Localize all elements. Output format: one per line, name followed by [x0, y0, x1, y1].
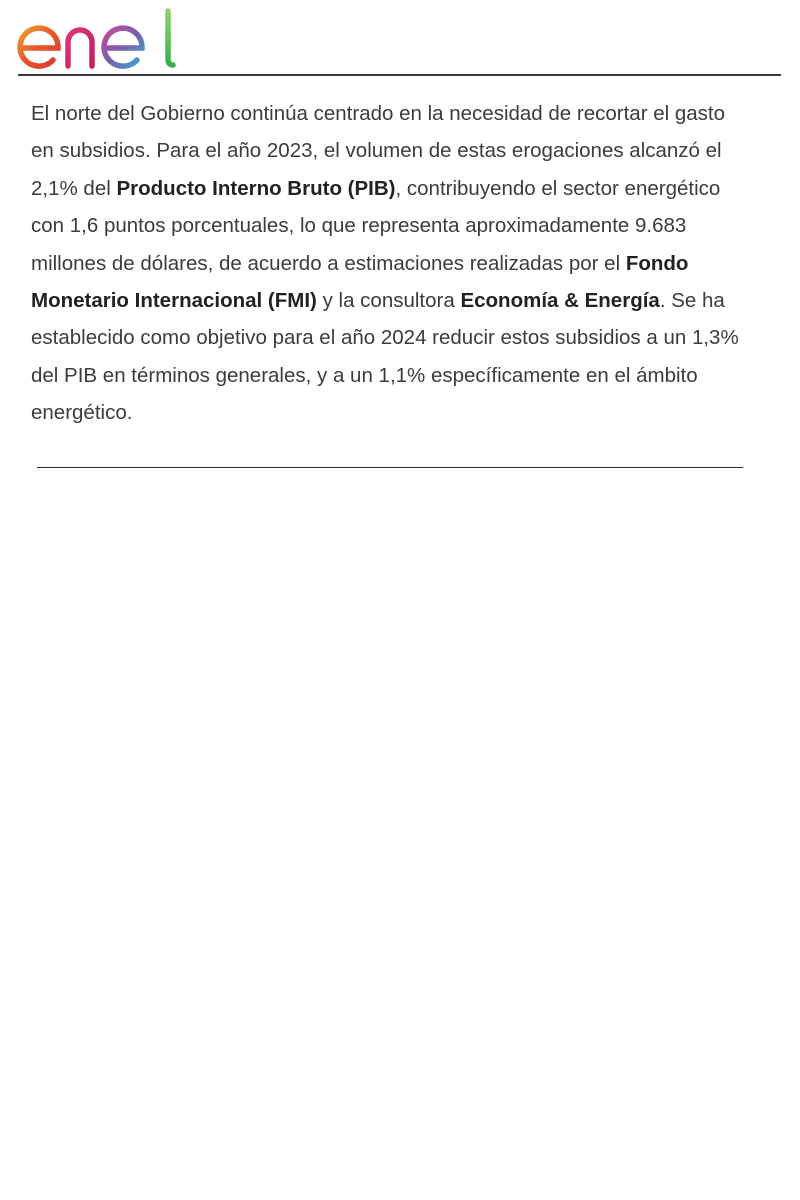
paragraph-text-4: . Se ha establecido como objetivo para el año 2024 reducir estos subsidios a un 1,3% del PIB en términos generales, y a un 1,1% específicamente en el ámbito energético. [31, 289, 739, 425]
bold-term-fmi: Fondo Monetario Internacional (FMI) [31, 251, 689, 313]
header-divider [18, 74, 781, 76]
paragraph-text-1: El norte del Gobierno continúa centrado en la necesidad de recortar el gasto en subsidios. Para el año 2023, el volumen de estas erogaciones alcanzó el 2,1% del [31, 102, 726, 200]
enel-logo[interactable] [16, 8, 180, 70]
section-divider [37, 467, 743, 468]
bold-term-pib: Producto Interno Bruto (PIB) [116, 176, 396, 200]
bold-term-consultora: Economía & Energía [460, 289, 660, 313]
article-body [31, 95, 747, 432]
page-header [0, 0, 800, 76]
article-paragraph [31, 95, 747, 432]
paragraph-text-3: y la consultora [316, 289, 461, 313]
paragraph-text-2: , contribuyendo el sector energético con 1,6 puntos porcentuales, lo que representa aproximadamente 9.683 millones de dólares, de acuerdo a estimaciones realizadas por el [31, 176, 721, 275]
